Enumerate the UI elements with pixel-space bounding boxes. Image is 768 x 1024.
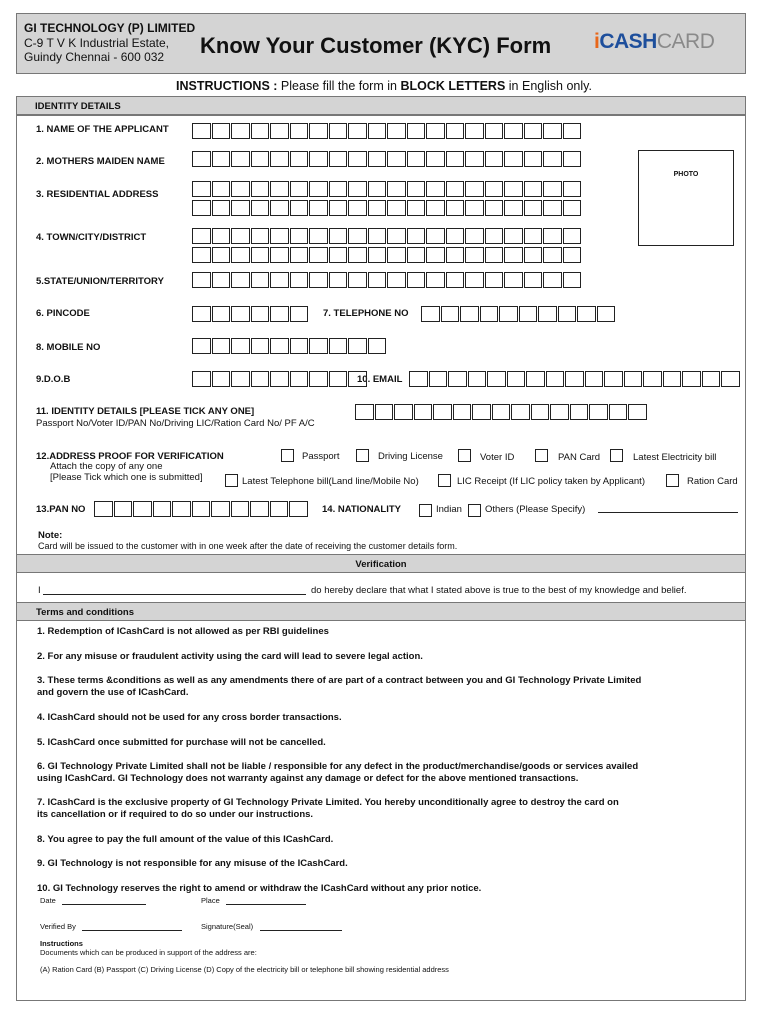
declaration-text: do hereby declare that what I stated above is true to the best of my knowledge and belief.	[311, 585, 687, 596]
pan-input[interactable]	[94, 501, 309, 517]
telephone-bill-option: Latest Telephone bill(Land line/Mobile No)	[242, 476, 419, 487]
dob-input[interactable]	[192, 371, 368, 387]
mother-name-label: 2. MOTHERS MAIDEN NAME	[36, 156, 165, 167]
passport-checkbox[interactable]	[281, 449, 294, 462]
signature-label: Signature(Seal)	[201, 922, 254, 931]
nationality-specify-line[interactable]	[598, 512, 738, 513]
name-label: 1. NAME OF THE APPLICANT	[36, 124, 169, 135]
term-3: 3. These terms &conditions as well as any amendments there of are part of a contract between you and GI Technology Private Limited	[37, 675, 642, 686]
term-2: 2. For any misuse or fraudulent activity using the card will lead to severe legal action.	[37, 651, 423, 662]
date-label: Date	[40, 896, 56, 905]
indian-option: Indian	[436, 504, 462, 515]
company-address: C-9 T V K Industrial Estate, Guindy Chennai - 600 032	[24, 36, 169, 64]
pincode-label: 6. PINCODE	[36, 308, 90, 319]
passport-option: Passport	[302, 451, 340, 462]
town-input-line2[interactable]	[192, 247, 582, 263]
email-label: 10. EMAIL	[357, 374, 403, 385]
telephone-bill-checkbox[interactable]	[225, 474, 238, 487]
identity-sub-label: Passport No/Voter ID/PAN No/Driving LIC/Ration Card No/ PF A/C	[36, 418, 315, 429]
town-label: 4. TOWN/CITY/DISTRICT	[36, 232, 147, 243]
address-proof-label: 12.ADDRESS PROOF FOR VERIFICATION	[36, 451, 224, 462]
footer-documents-list: (A) Ration Card (B) Passport (C) Driving License (D) Copy of the electricity bill or telephone bill showing residential address	[40, 965, 449, 974]
address-proof-sub1: Attach the copy of any one	[50, 461, 163, 472]
ration-card-checkbox[interactable]	[666, 474, 679, 487]
terms-section-header: Terms and conditions	[16, 602, 746, 621]
declaration-name-line[interactable]	[43, 594, 306, 595]
identity-input[interactable]	[355, 404, 648, 420]
identity-label: 11. IDENTITY DETAILS [PLEASE TICK ANY ONE]	[36, 406, 255, 417]
form-title: Know Your Customer (KYC) Form	[200, 33, 552, 58]
dob-label: 9.D.O.B	[36, 374, 71, 385]
term-3-cont: and govern the use of ICashCard.	[37, 687, 189, 698]
term-1: 1. Redemption of ICashCard is not allowed as per RBI guidelines	[37, 626, 329, 637]
date-line[interactable]	[62, 904, 146, 905]
state-label: 5.STATE/UNION/TERRITORY	[36, 276, 164, 287]
address-input-line1[interactable]	[192, 181, 582, 197]
pan-label: 13.PAN NO	[36, 504, 86, 515]
electricity-bill-option: Latest Electricity bill	[633, 452, 717, 463]
address-label: 3. RESIDENTIAL ADDRESS	[36, 189, 159, 200]
pincode-input[interactable]	[192, 306, 309, 322]
nationality-label: 14. NATIONALITY	[322, 504, 401, 515]
note-text: Card will be issued to the customer with in one week after the date of receiving the customer details form.	[38, 541, 458, 551]
term-4: 4. ICashCard should not be used for any cross border transactions.	[37, 712, 342, 723]
pan-card-checkbox[interactable]	[535, 449, 548, 462]
address-input-line2[interactable]	[192, 200, 582, 216]
lic-receipt-checkbox[interactable]	[438, 474, 451, 487]
telephone-label: 7. TELEPHONE NO	[323, 308, 409, 319]
electricity-bill-checkbox[interactable]	[610, 449, 623, 462]
term-5: 5. ICashCard once submitted for purchase will not be cancelled.	[37, 737, 326, 748]
place-line[interactable]	[226, 904, 306, 905]
signature-line[interactable]	[260, 930, 342, 931]
term-6: 6. GI Technology Private Limited shall not be liable / responsible for any defect in the product/merchandise/goods or services availed	[37, 761, 639, 772]
driving-license-checkbox[interactable]	[356, 449, 369, 462]
voter-id-option: Voter ID	[480, 452, 515, 463]
lic-receipt-option: LIC Receipt (If LIC policy taken by Applicant)	[457, 476, 645, 487]
note-label: Note:	[38, 530, 63, 541]
email-input[interactable]	[409, 371, 741, 387]
others-option: Others (Please Specify)	[485, 504, 586, 515]
state-input[interactable]	[192, 272, 582, 288]
term-7-cont: its cancellation or if required to do so under our instructions.	[37, 809, 314, 820]
mobile-label: 8. MOBILE NO	[36, 342, 101, 353]
voter-id-checkbox[interactable]	[458, 449, 471, 462]
verified-by-line[interactable]	[82, 930, 182, 931]
term-8: 8. You agree to pay the full amount of the value of this ICashCard.	[37, 834, 334, 845]
pan-card-option: PAN Card	[558, 452, 601, 463]
term-6-cont: using ICashCard. GI Technology does not warranty against any damage or defect for the above mentioned transactions.	[37, 773, 579, 784]
identity-section-header: IDENTITY DETAILS	[16, 96, 746, 115]
verified-by-label: Verified By	[40, 922, 76, 931]
term-10: 10. GI Technology reserves the right to amend or withdraw the ICashCard without any prior notice.	[37, 883, 482, 894]
company-name: GI TECHNOLOGY (P) LIMITED	[24, 21, 196, 35]
ration-card-option: Ration Card	[687, 476, 738, 487]
driving-license-option: Driving License	[378, 451, 443, 462]
instructions: INSTRUCTIONS : Please fill the form in BLOCK LETTERS in English only.	[176, 79, 592, 93]
photo-box: PHOTO	[638, 150, 734, 246]
term-9: 9. GI Technology is not responsible for any misuse of the ICashCard.	[37, 858, 348, 869]
place-label: Place	[201, 896, 220, 905]
footer-instructions-label: Instructions	[40, 939, 83, 948]
mother-name-input[interactable]	[192, 151, 582, 167]
term-7: 7. ICashCard is the exclusive property of GI Technology Private Limited. You hereby unconditionally agree to destroy the card on	[37, 797, 619, 808]
verification-section-header: Verification	[16, 554, 746, 573]
footer-instructions-text: Documents which can be produced in support of the address are:	[40, 948, 257, 957]
town-input-line1[interactable]	[192, 228, 582, 244]
declaration-prefix: I	[38, 585, 41, 596]
name-input[interactable]	[192, 123, 582, 139]
others-checkbox[interactable]	[468, 504, 481, 517]
icashcard-logo: iCASHCARD	[594, 30, 715, 53]
telephone-input[interactable]	[421, 306, 616, 322]
indian-checkbox[interactable]	[419, 504, 432, 517]
mobile-input[interactable]	[192, 338, 387, 354]
address-proof-sub2: [Please Tick which one is submitted]	[50, 472, 203, 483]
